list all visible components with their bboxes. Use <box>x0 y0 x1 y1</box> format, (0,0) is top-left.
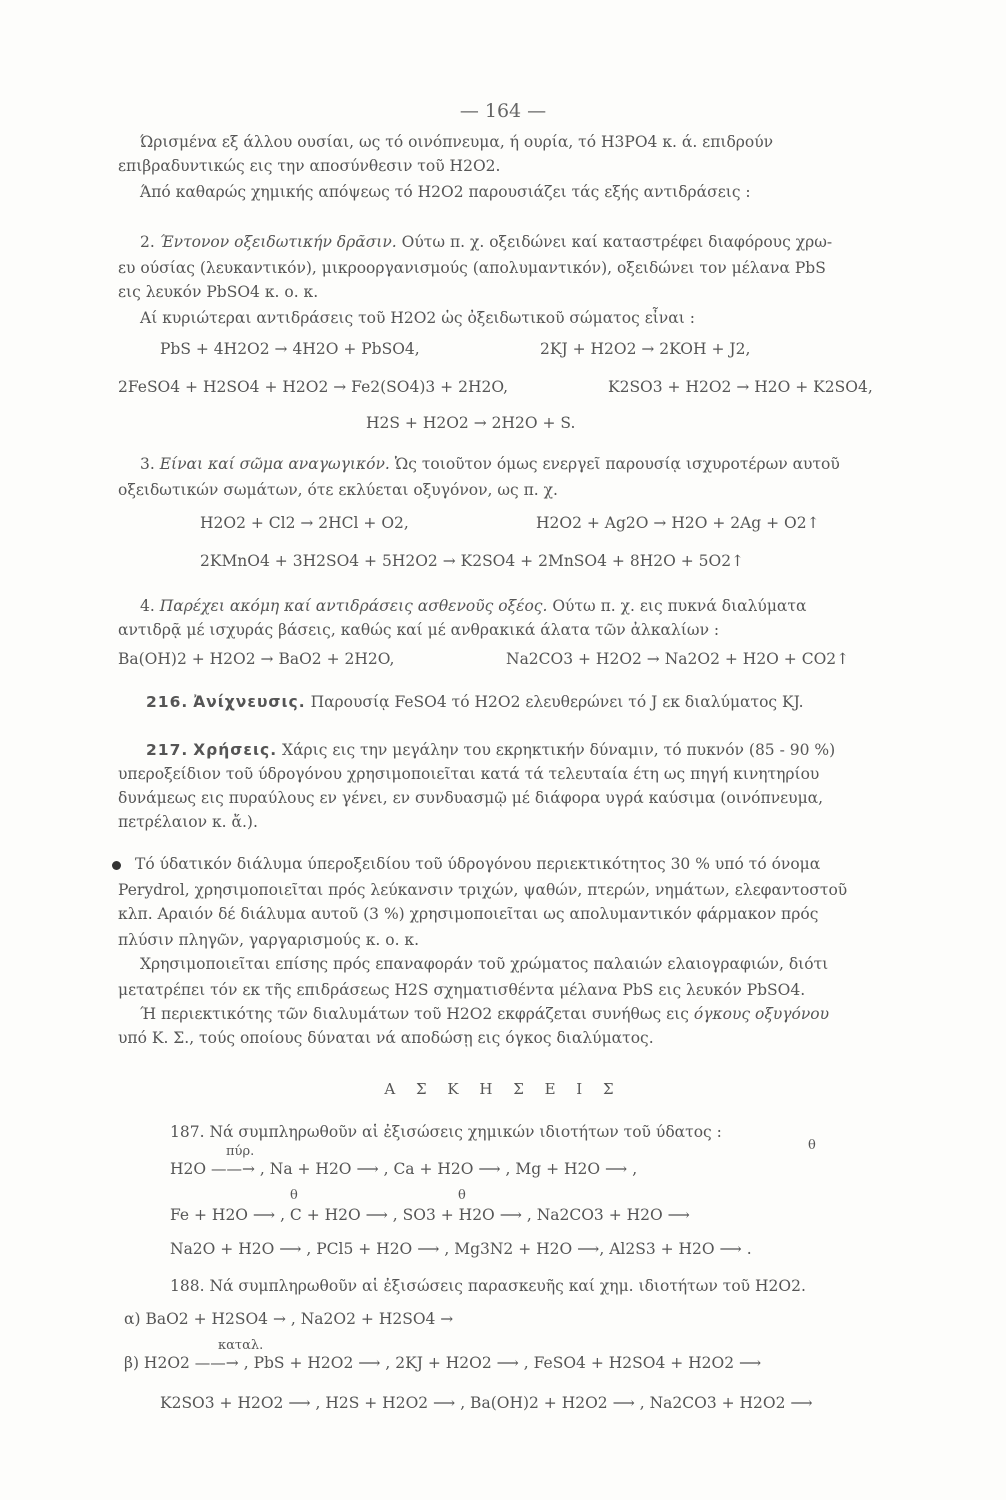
text-line: δυνάμεως εις πυραύλους εν γένει, εν συνδυασμῷ μέ διάφορα υγρά καύσιμα (οινόπνευμα, <box>118 789 824 807</box>
text-line: επιβραδυντικώς εις την αποσύνθεσιν τοῦ H2O2. <box>118 157 501 175</box>
paragraph-3: 3. Είναι καί σῶμα αναγωγικόν. Ὡς τοιοῦτον όμως ενεργεῖ παρουσίᾳ ισχυροτέρων αυτοῦ <box>140 455 840 473</box>
text-line: Ή περιεκτικότης τῶν διαλυμάτων τοῦ H2O2 εκφράζεται συνήθως εις όγκους οξυγόνου <box>140 1005 830 1023</box>
text-line: Άπό καθαρώς χημικής απόψεως τό H2O2 παρουσιάζει τάς εξής αντιδράσεις : <box>140 183 751 201</box>
exercise-187: 187. Νά συμπληρωθοῦν αἱ ἐξισώσεις χημικών ιδιοτήτων τοῦ ύδατος : <box>170 1123 722 1141</box>
text-line: υπό Κ. Σ., τούς οποίους δύναται νά αποδώσῃ εις όγκος διαλύματος. <box>118 1029 654 1047</box>
condition-label: θ <box>290 1188 298 1203</box>
text-line: ευ oύσίας (λευκαντικόν), μικροοργανισμούς (απολυμαντικόν), οξειδώνει τον μέλανα PbS <box>118 259 826 277</box>
equation: H2O2 + Cl2 → 2HCl + O2, <box>200 514 409 532</box>
equation: 2KMnO4 + 3H2SO4 + 5H2O2 → K2SO4 + 2MnSO4 + 8H2O + 5O2↑ <box>200 552 745 570</box>
exercises-heading: Α Σ Κ Η Σ Ε Ι Σ <box>384 1080 622 1098</box>
section-217: 217. Χρήσεις. Χάρις εις την μεγάλην του εκρηκτικήν δύναμιν, τό πυκνόν (85 - 90 %) <box>146 741 836 759</box>
text-line: εις λευκόν PbSO4 κ. ο. κ. <box>118 283 319 301</box>
equation: H2S + H2O2 → 2H2O + S. <box>366 414 576 432</box>
condition-label: θ <box>458 1188 466 1203</box>
text-line: πλύσιν πληγῶν, γαργαρισμούς κ. ο. κ. <box>118 931 420 949</box>
equation: Na2CO3 + H2O2 → Na2O2 + H2O + CO2↑ <box>506 650 850 668</box>
paragraph-2: 2. Έντονον οξειδωτικήν δρᾶσιν. Ούτω π. χ. οξειδώνει καί καταστρέφει διαφόρους χρω- <box>140 233 833 251</box>
equation: 2FeSO4 + H2SO4 + H2O2 → Fe2(SO4)3 + 2H2O, <box>118 378 509 396</box>
text-line: Χρησιμοποιεῖται επίσης πρός επαναφοράν τοῦ χρώματος παλαιών ελαιογραφιών, διότι <box>140 955 829 973</box>
condition-label: πύρ. <box>226 1144 255 1159</box>
text-line: οξειδωτικών σωμάτων, ότε εκλύεται οξυγόνον, ως π. χ. <box>118 481 558 499</box>
equation: PbS + 4H2O2 → 4H2O + PbSO4, <box>160 340 420 358</box>
equation: 2KJ + H2O2 → 2KOH + J2, <box>540 340 751 358</box>
text-line: κλπ. Αραιόν δέ διάλυμα αυτοῦ (3 %) χρησιμοποιεῖται ως απολυμαντικόν φάρμακον πρός <box>118 905 819 923</box>
equation-row: β) H2O2 ——→ , PbS + H2O2 ⟶ , 2KJ + H2O2 ⟶ , FeSO4 + H2SO4 + H2O2 ⟶ <box>124 1354 762 1372</box>
text-line: Ώρισμένα εξ άλλου ουσίαι, ως τό οινόπνευμα, ή ουρία, τό H3PO4 κ. ά. επιδρούν <box>140 133 774 151</box>
equation-row: Na2O + H2O ⟶ , PCl5 + H2O ⟶ , Mg3N2 + H2O ⟶, Al2S3 + H2O ⟶ . <box>170 1240 752 1258</box>
text-line: Perydrol, χρησιμοποιεῖται πρός λεύκανσιν τριχών, ψαθών, πτερών, νημάτων, ελεφαντοστοῦ <box>118 881 848 899</box>
text-line: μετατρέπει τόν εκ τῆς επιδράσεως H2S σχηματισθέντα μέλανα PbS εις λευκόν PbSO4. <box>118 981 806 999</box>
text-line: Αί κυριώτεραι αντιδράσεις τοῦ H2O2 ὡς ὀξειδωτικοῦ σώματος εἶναι : <box>140 309 695 327</box>
bullet-icon <box>112 861 121 870</box>
section-216: 216. Ἀνίχνευσις. Παρουσίᾳ FeSO4 τό H2O2 ελευθερώνει τό J εκ διαλύματος KJ. <box>146 693 804 711</box>
equation-row: α) BaO2 + H2SO4 → , Na2O2 + H2SO4 → <box>124 1310 454 1328</box>
condition-label: θ <box>808 1138 816 1153</box>
equation: H2O2 + Ag2O → H2O + 2Ag + O2↑ <box>536 514 820 532</box>
equation: K2SO3 + H2O2 → H2O + K2SO4, <box>608 378 873 396</box>
paragraph-4: 4. Παρέχει ακόμη καί αντιδράσεις ασθενοῦς οξέος. Ούτω π. χ. εις πυκνά διαλύματα <box>140 597 807 615</box>
equation-row: Fe + H2O ⟶ , C + H2O ⟶ , SO3 + H2O ⟶ , Na2CO3 + H2O ⟶ <box>170 1206 690 1224</box>
equation-row: H2O ——→ , Na + H2O ⟶ , Ca + H2O ⟶ , Mg + H2O ⟶ , <box>170 1160 638 1178</box>
condition-label: καταλ. <box>218 1338 264 1353</box>
equation: Ba(OH)2 + H2O2 → BaO2 + 2H2O, <box>118 650 395 668</box>
page-number: — 164 — <box>459 100 547 122</box>
exercise-188: 188. Νά συμπληρωθοῦν αἱ ἐξισώσεις παρασκευῆς καί χημ. ιδιοτήτων τοῦ H2O2. <box>170 1277 806 1295</box>
text-line: υπεροξείδιον τοῦ ύδρογόνου χρησιμοποιεῖται κατά τά τελευταία έτη ως πηγή κινητηρίου <box>118 765 820 783</box>
bullet-paragraph: Τό ύδατικόν διάλυμα ύπεροξειδίου τοῦ ύδρογόνου περιεκτικότητος 30 % υπό τό όνομα <box>112 852 942 876</box>
text-line: πετρέλαιον κ. ἄ.). <box>118 813 258 831</box>
equation-row: K2SO3 + H2O2 ⟶ , H2S + H2O2 ⟶ , Ba(OH)2 + H2O2 ⟶ , Na2CO3 + H2O2 ⟶ <box>160 1394 813 1412</box>
text-line: αντιδρᾷ μέ ισχυράς βάσεις, καθώς καί μέ ανθρακικά άλατα τῶν ἀλκαλίων : <box>118 621 720 639</box>
